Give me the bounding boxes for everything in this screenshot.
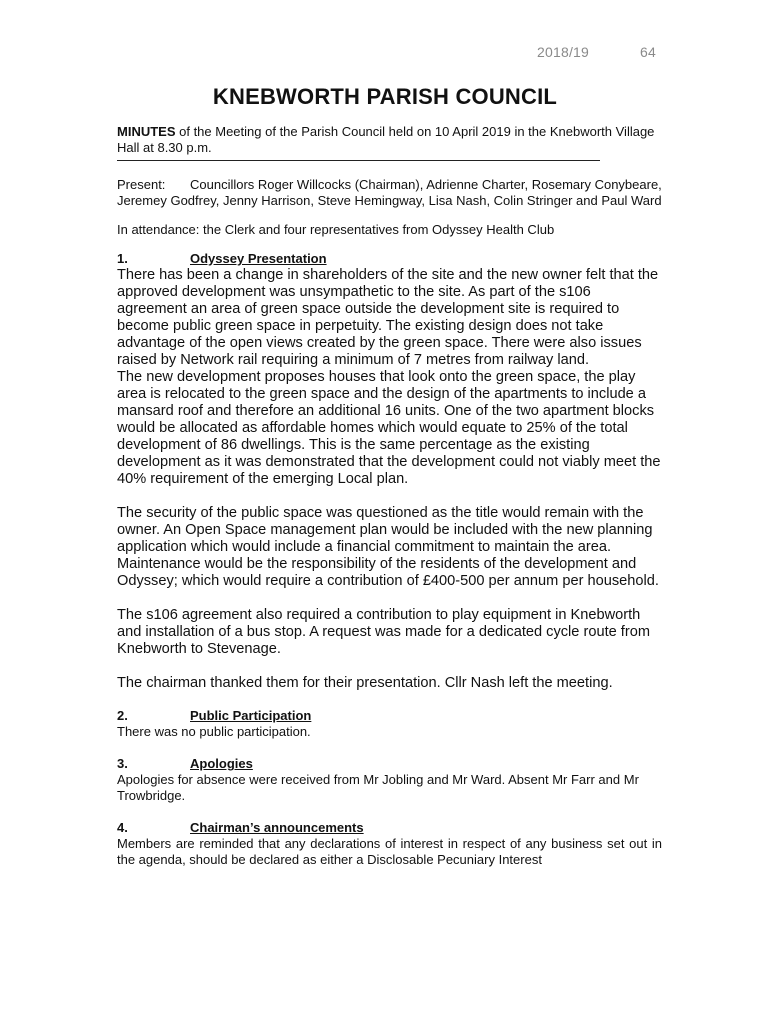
minutes-intro — [117, 124, 662, 156]
divider-line — [117, 160, 600, 161]
section-3-number: 3. — [117, 756, 128, 771]
section-3-text: Apologies for absence were received from Mr Jobling and Mr Ward. Absent Mr Farr and Mr Trowbridge. — [117, 772, 639, 803]
minutes-label: MINUTES — [117, 124, 176, 139]
section-3-title: Apologies — [190, 756, 253, 771]
section-2-title: Public Participation — [190, 708, 312, 723]
section-2-number: 2. — [117, 708, 128, 723]
section-1-paragraph-3: The security of the public space was questioned as the title would remain with the owner. An Open Space management plan would be included with the new planning application which would include a financial commitment to maintain the area. Maintenance would be the responsibility of the residents of the development and Odyssey; which would require a contribution of £400-500 per annum per household. — [117, 505, 659, 589]
document-title: KNEBWORTH PARISH COUNCIL — [212, 84, 558, 109]
present-label: Present: — [117, 177, 166, 192]
section-2-heading — [117, 708, 662, 724]
section-1-title: Odyssey Presentation — [190, 251, 327, 266]
minutes-text: of the Meeting of the Parish Council held on 10 April 2019 in the Knebworth Village Hall at 8.30 p.m. — [117, 124, 655, 155]
section-1-paragraph-4: The s106 agreement also required a contribution to play equipment in Knebworth and installation of a bus stop. A request was made for a dedicated cycle route from Knebworth to Stevenage. — [117, 607, 650, 657]
present-paragraph — [117, 177, 662, 209]
header-year: 2018/19 — [537, 44, 590, 60]
attendance-paragraph: In attendance: the Clerk and four representatives from Odyssey Health Club — [117, 222, 555, 237]
section-3-heading — [117, 756, 662, 772]
header-page-number: 64 — [640, 44, 656, 60]
section-4-title: Chairman’s announcements — [190, 820, 364, 835]
section-1-paragraph-5: The chairman thanked them for their presentation. Cllr Nash left the meeting. — [117, 675, 613, 691]
document-body — [117, 124, 662, 868]
section-4-text: Members are reminded that any declarations of interest in respect of any business set out in the agenda, should be declared as either a Disclosable Pecuniary Interest — [117, 836, 662, 867]
section-1-heading — [117, 251, 662, 267]
present-text: Councillors Roger Willcocks (Chairman), Adrienne Charter, Rosemary Conybeare, Jeremey Godfrey, Jenny Harrison, Steve Hemingway, Lisa Nash, Colin Stringer and Paul Ward — [117, 177, 662, 208]
section-4-heading — [117, 820, 662, 836]
section-4-number: 4. — [117, 820, 128, 835]
section-1-number: 1. — [117, 251, 128, 266]
section-1-paragraph-2: The new development proposes houses that look onto the green space, the play area is relocated to the green space and the design of the apartments to include a mansard roof and therefore an additional 16 units. One of the two apartment blocks would be allocated as affordable homes which would equate to 25% of the total development of 86 dwellings. This is the same percentage as the existing development as it was demonstrated that the development could not viably meet the 40% requirement of the emerging Local plan. — [117, 369, 661, 487]
section-1-paragraph-1: There has been a change in shareholders of the site and the new owner felt that the approved development was unsympathetic to the site. As part of the s106 agreement an area of green space outside the development site is required to become public green space in perpetuity. The existing design does not take advantage of the open views created by the green space. There were also issues raised by Network rail requiring a minimum of 7 metres from railway land. — [117, 267, 659, 368]
section-2-text: There was no public participation. — [117, 724, 311, 739]
